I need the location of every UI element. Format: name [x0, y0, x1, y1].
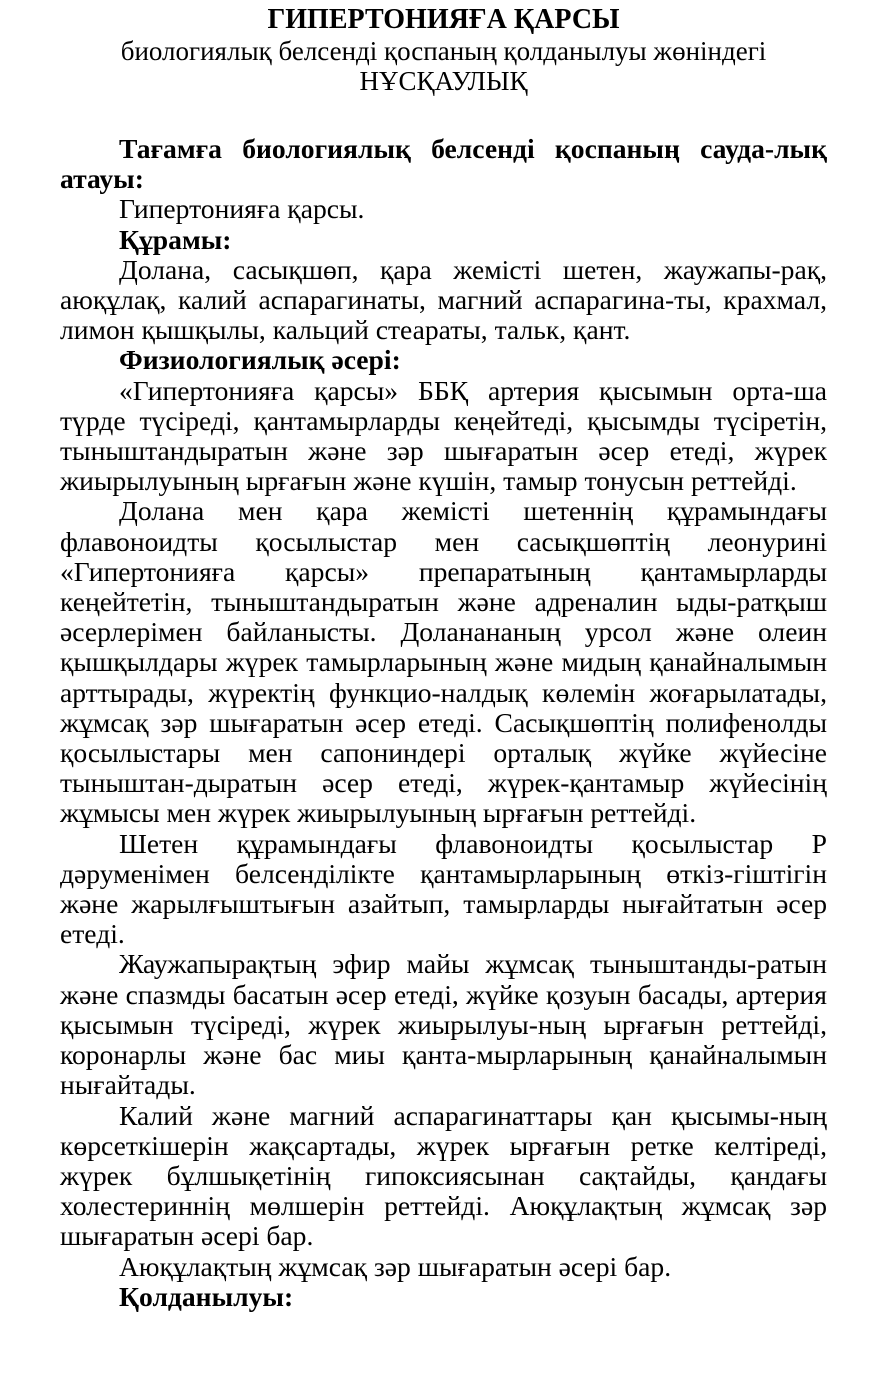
effect-paragraph-5: Калий және магний аспарагинаттары қан қысымы-ның көрсеткішерін жақсартады, жүрек ырғағын ретке келтіреді, жүрек бұлшықетінің гипоксиясынан сақтайды, қандағы холестериннің мөлшерін реттейді. Аюқұлақтың жұмсақ зәр шығаратын әсері бар.: [60, 1099, 827, 1252]
usage-heading: Қолданылуы:: [119, 1280, 294, 1312]
document-type: НҰСҚАУЛЫҚ: [359, 66, 528, 96]
effect-paragraph-6: Аюқұлақтың жұмсақ зәр шығаратын әсері бар.: [119, 1250, 672, 1282]
trade-name-value: Гипертонияға қарсы.: [119, 193, 365, 225]
document-title: ГИПЕРТОНИЯҒА ҚАРСЫ: [267, 4, 620, 35]
composition-heading: Құрамы:: [119, 223, 232, 255]
effect-paragraph-1: «Гипертонияға қарсы» ББҚ артерия қысымын орта-ша түрде түсіреді, қантамырларды кеңейтеді, қысымды түсіретін, тыныштандыратын және зәр шығаратын әсер етеді, жүрек жиырылуының ырғағын және күшін, тамыр тонусын реттейді.: [60, 374, 827, 497]
effect-heading: Физиологиялық әсері:: [119, 344, 401, 376]
trade-name-heading: Тағамға биологиялық белсенді қоспаның сауда-лық атауы:: [60, 133, 827, 195]
document-body: [60, 134, 827, 1312]
effect-paragraph-2: Долана мен қара жемісті шетеннің құрамындағы флавоноидты қосылыстар мен сасықшөптің леонурині «Гипертонияға қарсы» препаратының қантамырларды кеңейтетін, тыныштандыратын және адреналин ыды-ратқыш әсерлерімен байланысты. Доланананың урсол және олеин қышқылдары жүрек тамырларының және мидың қанайналымын арттырады, жүректің функцио-налдық көлемін жоғарылатады, жұмсақ зәр шығаратын әсер етеді. Сасықшөптің полифенолды қосылыстары мен сапониндері орталық жүйке жүйесіне тыныштан-дыратын әсер етеді, жүрек-қантамыр жүйесінің жұмысы мен жүрек жиырылуының ырғағын реттейді.: [60, 495, 827, 829]
composition-value: Долана, сасықшөп, қара жемісті шетен, жаужапы-рақ, аюқұлақ, калий аспарагинаты, магний аспарагина-ты, крахмал, лимон қышқылы, кальций стеараты, тальк, қант.: [60, 253, 827, 346]
effect-paragraph-3: Шетен құрамындағы флавоноидты қосылыстар Р дәруменімен белсенділікте қантамырларының өткіз-гіштігін және жарылғыштығын азайтып, тамырларды нығайтатын әсер етеді.: [60, 827, 827, 950]
effect-paragraph-4: Жаужапырақтың эфир майы жұмсақ тыныштанды-ратын және спазмды басатын әсер етеді, жүйке қозуын басады, артерия қысымын түсіреді, жүрек жиырылуы-ның ырғағын реттейді, коронарлы және бас миы қанта-мырларының қанайналымын нығайтады.: [60, 948, 827, 1101]
document-page: [60, 4, 827, 1312]
document-subtitle: биологиялық белсенді қоспаның қолданылуы жөніндегі: [120, 36, 767, 66]
